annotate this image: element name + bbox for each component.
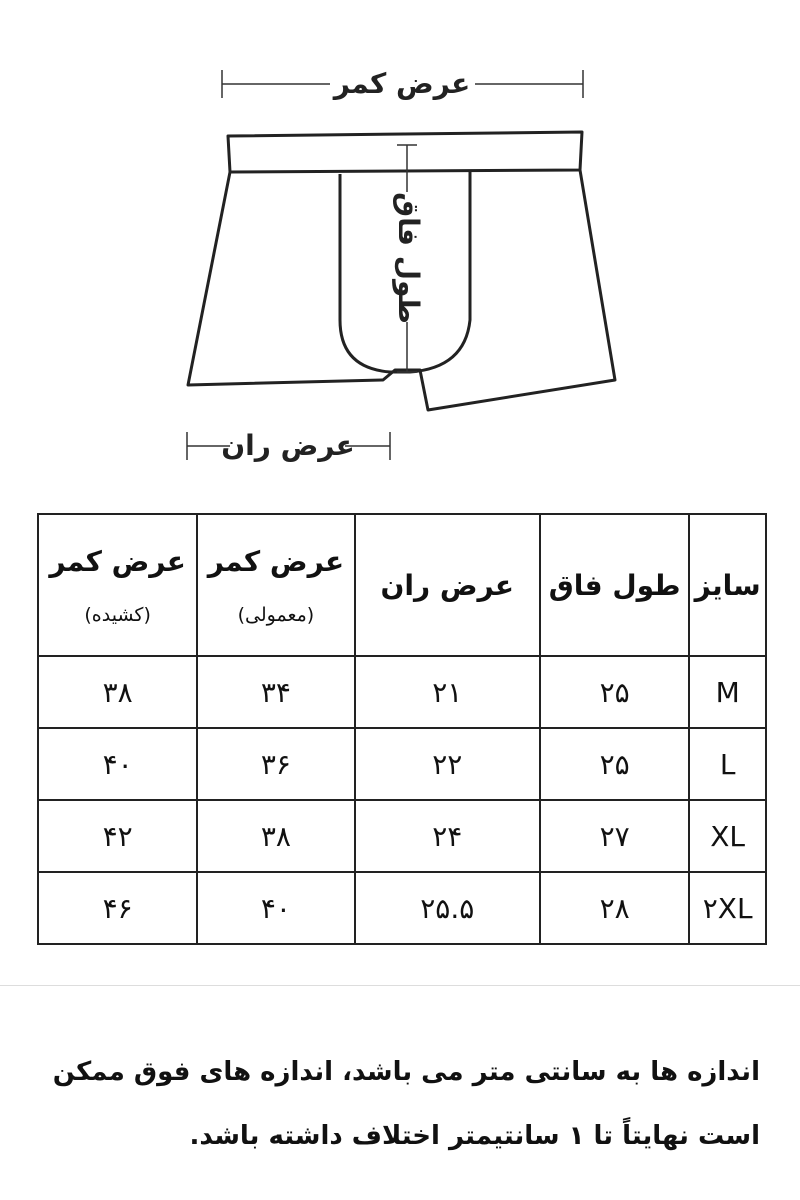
cell-thigh: ۲۴ — [355, 800, 540, 872]
header-size: سایز — [689, 514, 766, 656]
size-note — [40, 1040, 760, 1168]
table-row — [38, 800, 766, 872]
table-header-row — [38, 514, 766, 656]
header-inseam: طول فاق — [540, 514, 689, 656]
cell-inseam: ۲۷ — [540, 800, 689, 872]
cell-size: M — [689, 656, 766, 728]
header-waist-regular: عرض کمر (معمولی) — [197, 514, 354, 656]
cell-thigh: ۲۱ — [355, 656, 540, 728]
header-waist-stretched: عرض کمر (کشیده) — [38, 514, 197, 656]
header-thigh: عرض ران — [355, 514, 540, 656]
table-row — [38, 872, 766, 944]
cell-waist-regular: ۳۴ — [197, 656, 354, 728]
cell-size: XL — [689, 800, 766, 872]
cell-waist-regular: ۴۰ — [197, 872, 354, 944]
cell-inseam: ۲۵ — [540, 656, 689, 728]
cell-waist-stretched: ۴۶ — [38, 872, 197, 944]
cell-waist-regular: ۳۶ — [197, 728, 354, 800]
note-line-1: اندازه ها به سانتی متر می باشد، اندازه های فوق ممکن — [52, 1057, 760, 1087]
cell-thigh: ۲۵.۵ — [355, 872, 540, 944]
cell-thigh: ۲۲ — [355, 728, 540, 800]
size-table — [37, 513, 767, 945]
cell-waist-stretched: ۴۲ — [38, 800, 197, 872]
cell-size: L — [689, 728, 766, 800]
table-row — [38, 656, 766, 728]
cell-size: ۲XL — [689, 872, 766, 944]
cell-waist-regular: ۳۸ — [197, 800, 354, 872]
cell-waist-stretched: ۴۰ — [38, 728, 197, 800]
thigh-dimension-label: عرض ران — [221, 429, 355, 462]
cell-inseam: ۲۵ — [540, 728, 689, 800]
waist-dimension-label: عرض کمر — [333, 67, 471, 100]
note-line-2: است نهایتاً تا ۱ سانتیمتر اختلاف داشته باشد. — [189, 1121, 760, 1151]
cell-waist-stretched: ۳۸ — [38, 656, 197, 728]
section-divider — [0, 985, 800, 986]
table-row — [38, 728, 766, 800]
inseam-dimension-label: طول فاق — [392, 192, 425, 324]
cell-inseam: ۲۸ — [540, 872, 689, 944]
size-diagram — [0, 0, 800, 480]
